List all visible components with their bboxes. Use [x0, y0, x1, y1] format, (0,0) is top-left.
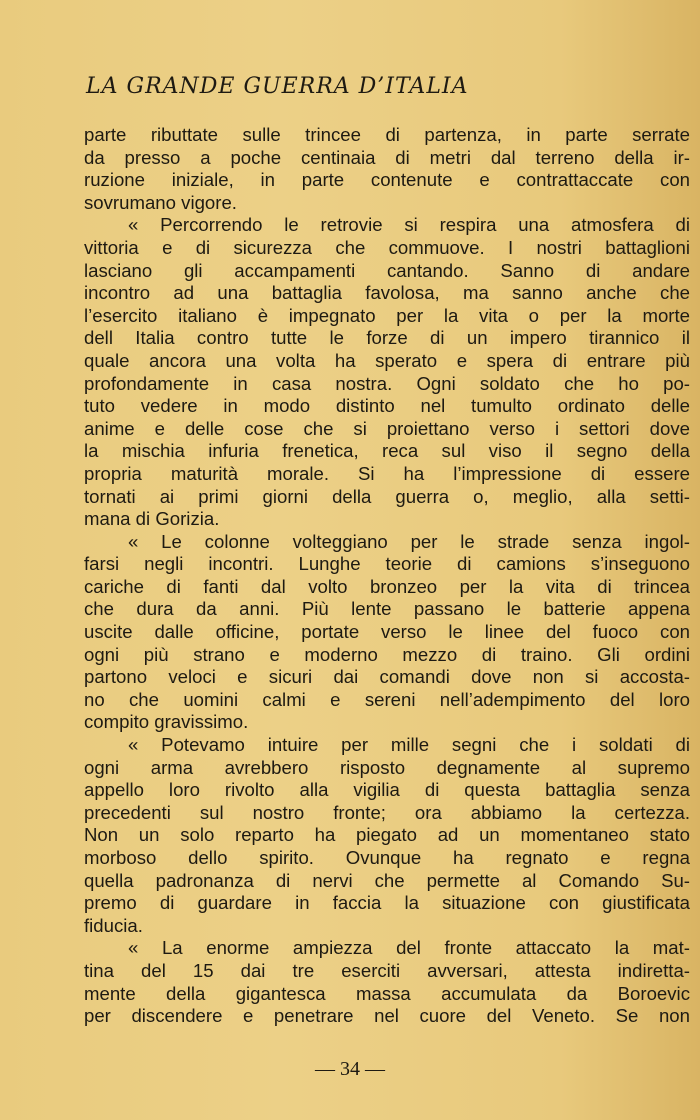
text-line: parte ributtate sulle trincee di partenza, in parte serrate: [84, 124, 690, 145]
text-line: per discendere e penetrare nel cuore del Veneto. Se non: [84, 1005, 690, 1027]
text-line: vittoria e di sicurezza che commuove. I nostri battaglioni: [84, 236, 690, 258]
text-line: anime e delle cose che si proiettano verso i settori dove: [84, 417, 690, 439]
text-line: uscite dalle officine, portate verso le linee del fuoco con: [84, 621, 690, 643]
text-line: da presso a poche centinaia di metri dal terreno della ir-: [84, 146, 690, 168]
text-line: l’esercito italiano è impegnato per la vita o per la morte: [84, 304, 690, 326]
text-line: tornati ai primi giorni della guerra o, meglio, alla setti-: [84, 485, 690, 507]
text-line: mana di Gorizia.: [84, 508, 220, 530]
text-line: appello loro rivolto alla vigilia di questa battaglia senza: [84, 779, 690, 801]
text-line: quella padronanza di nervi che permette al Comando Su-: [84, 869, 690, 891]
text-line: ogni arma avrebbero risposto degnamente al supremo: [84, 756, 690, 778]
text-line: « Potevamo intuire per mille segni che i soldati di: [128, 734, 690, 756]
page-number: — 34 —: [315, 1058, 385, 1080]
text-line: mente della gigantesca massa accumulata da Boroevic: [84, 982, 690, 1004]
text-line: precedenti sul nostro fronte; ora abbiamo la certezza.: [84, 801, 690, 823]
text-line: partono veloci e sicuri dai comandi dove non si accosta-: [84, 666, 690, 688]
text-line: tuto vedere in modo distinto nel tumulto ordinato delle: [84, 395, 690, 417]
text-line: quale ancora una volta ha sperato e spera di entrare più: [84, 349, 690, 371]
text-line: farsi negli incontri. Lunghe teorie di camions s’inseguono: [84, 553, 690, 575]
text-line: cariche di fanti dal volto bronzeo per la vita di trincea: [84, 575, 690, 597]
text-line: propria maturità morale. Si ha l’impressione di essere: [84, 462, 690, 484]
text-line: « Percorrendo le retrovie si respira una atmosfera di: [128, 214, 690, 236]
text-line: profondamente in casa nostra. Ogni soldato che ho po-: [84, 372, 690, 394]
text-line: « La enorme ampiezza del fronte attaccato la mat-: [128, 937, 690, 959]
text-line: « Le colonne volteggiano per le strade senza ingol-: [128, 530, 690, 552]
text-line: tina del 15 dai tre eserciti avversari, attesta indiretta-: [84, 959, 690, 981]
text-line: dell Italia contro tutte le forze di un impero tirannico il: [84, 327, 690, 349]
text-line: che dura da anni. Più lente passano le batterie appena: [84, 598, 690, 620]
text-line: premo di guardare in faccia la situazione con giustificata: [84, 892, 690, 914]
text-line: la mischia infuria frenetica, reca sul viso il segno della: [84, 440, 690, 462]
text-line: incontro ad una battaglia favolosa, ma sanno anche che: [84, 282, 690, 304]
text-line: Non un solo reparto ha piegato ad un momentaneo stato: [84, 824, 690, 846]
running-header: LA GRANDE GUERRA D’ITALIA: [86, 74, 469, 99]
text-line: morboso dello spirito. Ovunque ha regnato e regna: [84, 847, 690, 868]
text-line: sovrumano vigore.: [84, 191, 237, 213]
text-line: compito gravissimo.: [84, 711, 249, 733]
body-text: [84, 124, 690, 1028]
text-line: lasciano gli accampamenti cantando. Sanno di andare: [84, 259, 690, 281]
text-line: ruzione iniziale, in parte contenute e contrattaccate con: [84, 169, 690, 191]
text-line: fiducia.: [84, 914, 143, 936]
text-line: no che uomini calmi e sereni nell’adempimento del loro: [84, 688, 690, 710]
text-line: ogni più strano e moderno mezzo di traino. Gli ordini: [84, 643, 690, 665]
